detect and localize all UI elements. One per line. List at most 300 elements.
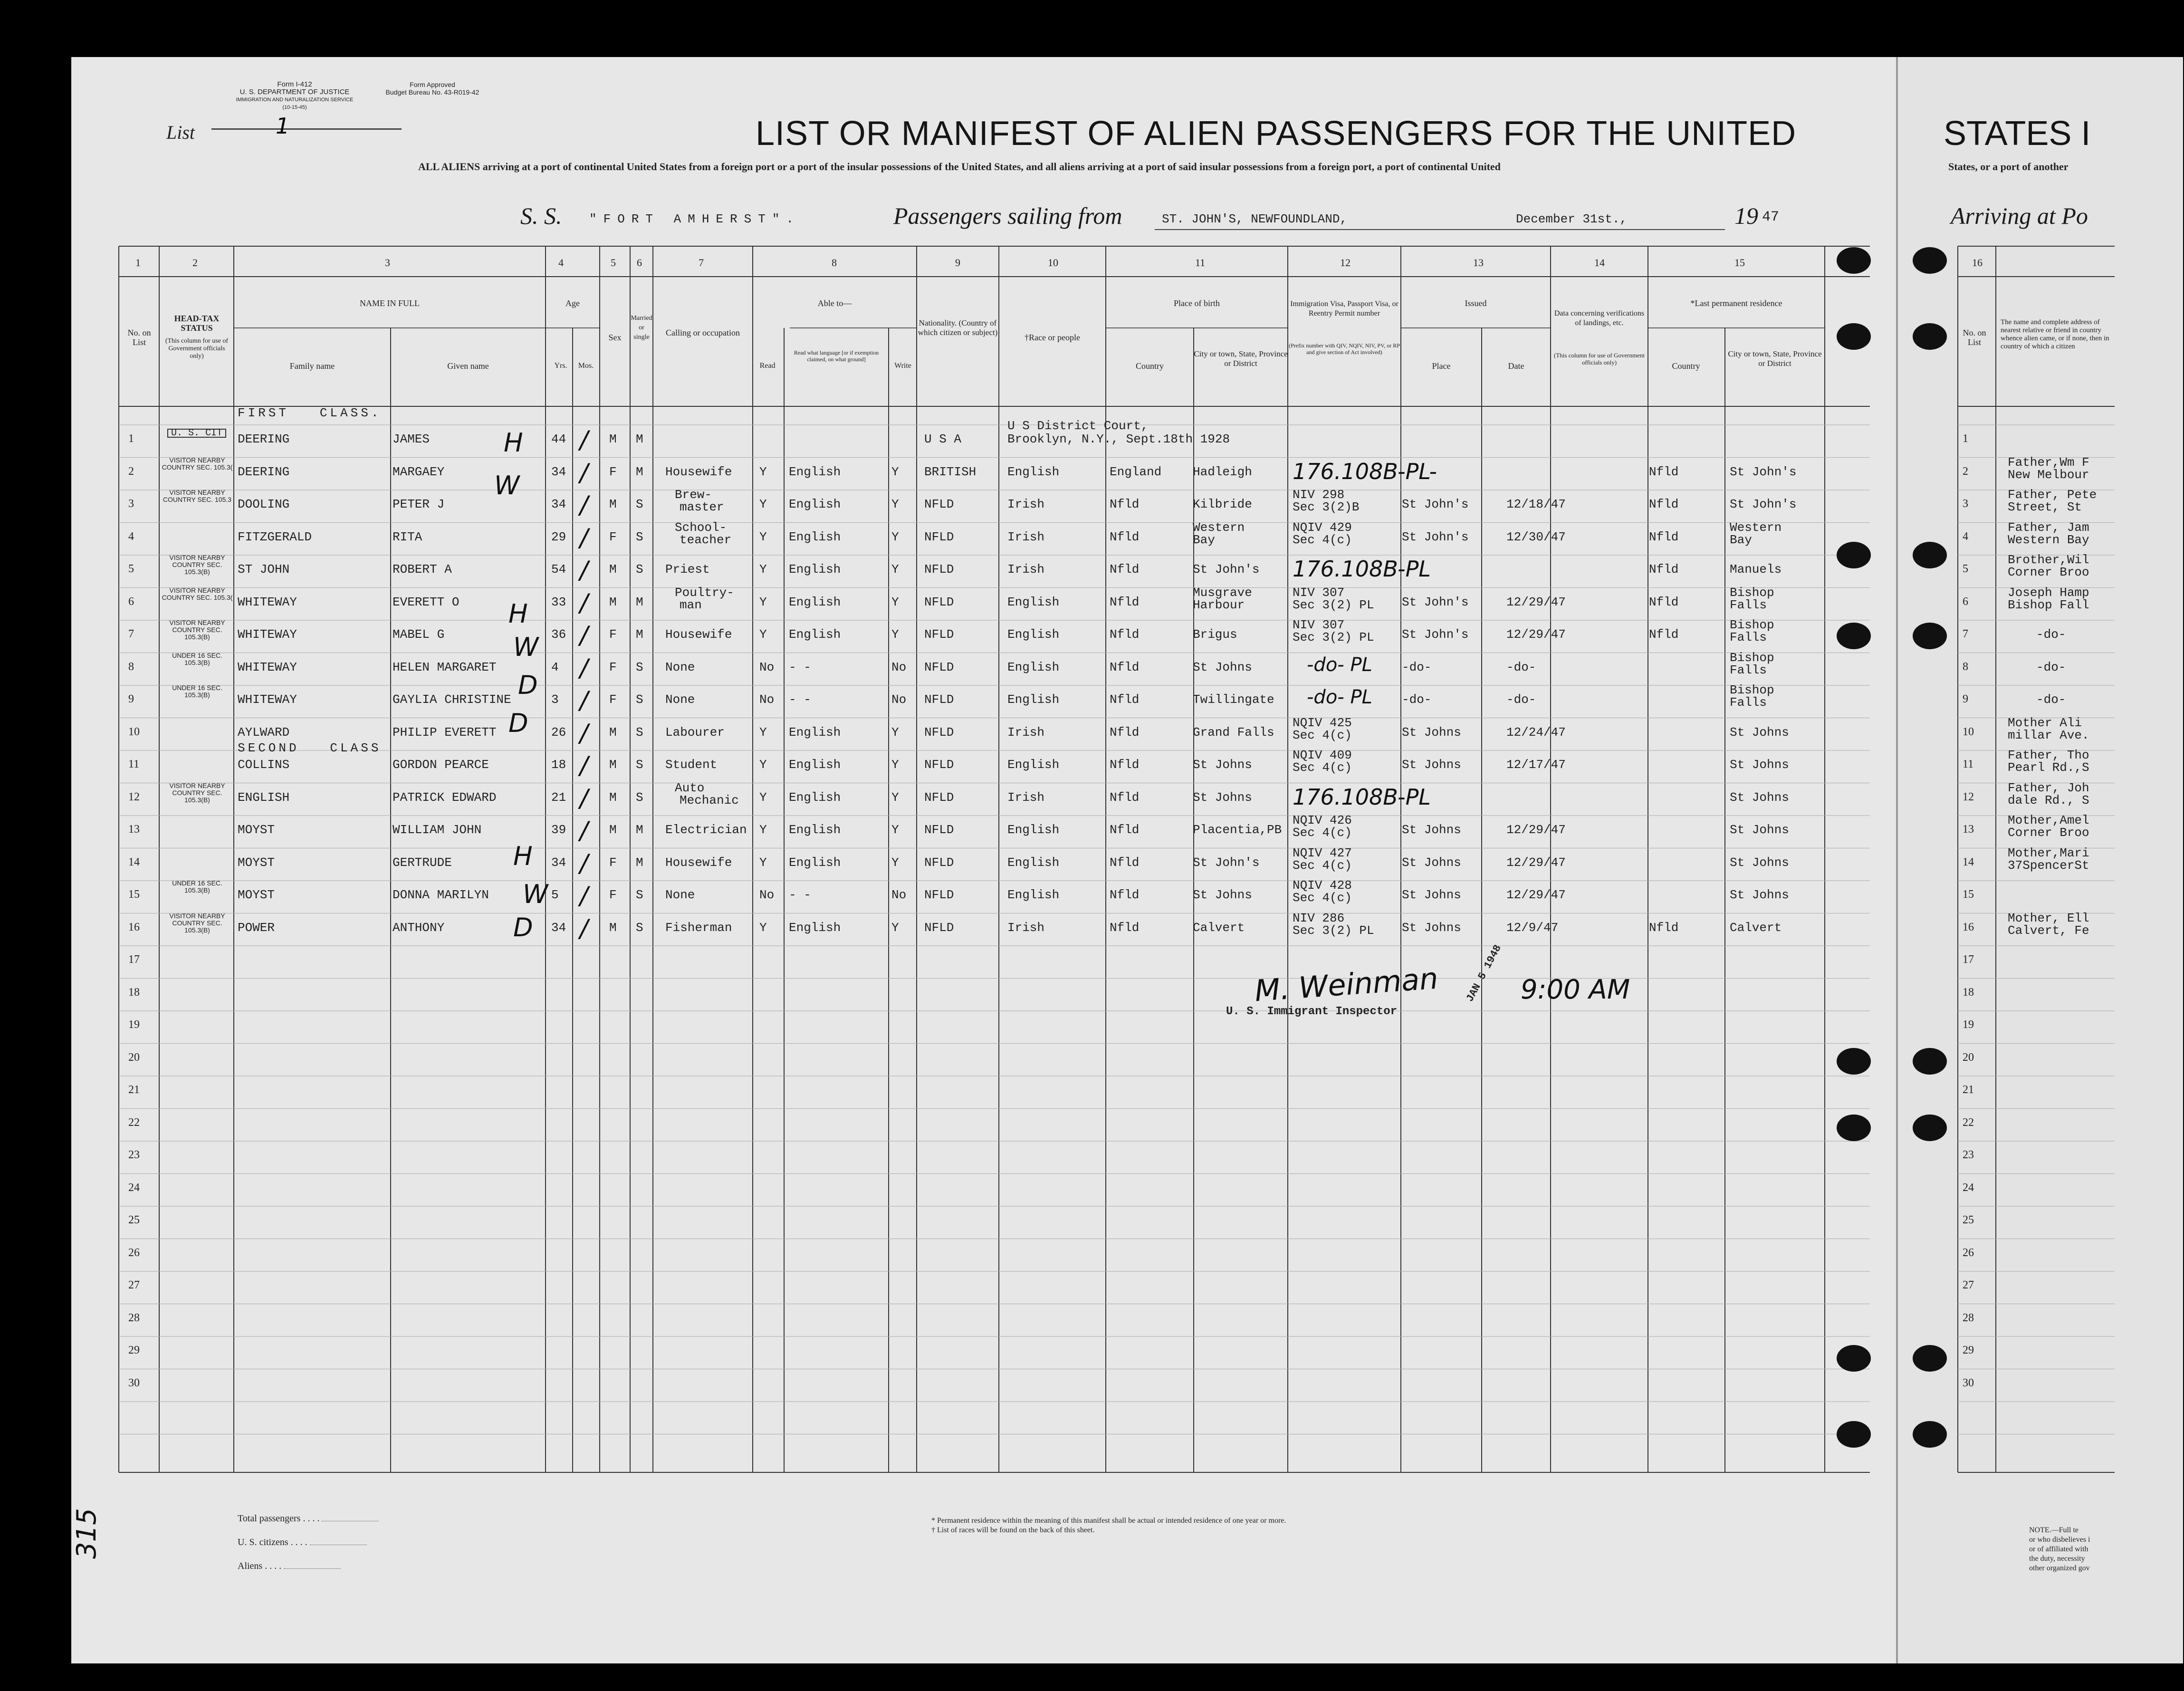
- header-stub-relative: The name and complete address of nearest relative or friend in country whence alien came, or if none, then in country of which a citizen: [2001, 318, 2109, 350]
- row-number: 12: [128, 790, 140, 803]
- issued-place: St Johns: [1402, 758, 1461, 772]
- occupation-line2: teacher: [680, 532, 732, 547]
- occupation-line2: man: [680, 597, 702, 612]
- column-number: 4: [558, 257, 564, 269]
- occupation: Brew-: [675, 488, 712, 502]
- nationality: NFLD: [924, 758, 954, 772]
- birth-country: Nfld: [1110, 758, 1140, 772]
- marital-status: M: [636, 595, 643, 609]
- birth-city: Calvert: [1193, 920, 1245, 935]
- nearest-relative: -do-: [2036, 692, 2066, 707]
- column-number: 16: [1972, 257, 1983, 269]
- age-years: 26: [551, 725, 566, 740]
- punch-hole: [1913, 1345, 1947, 1372]
- birth-city: St John's: [1193, 855, 1260, 870]
- birth-country: Nfld: [1110, 920, 1140, 935]
- punch-hole: [1837, 542, 1871, 568]
- row-number: 22: [128, 1116, 140, 1129]
- visa-section: Sec 4(c): [1293, 760, 1352, 775]
- occupation-line2: Mechanic: [680, 793, 739, 807]
- age-years: 34: [551, 464, 566, 479]
- occupation: None: [665, 888, 695, 902]
- visa-number: NQIV 409: [1293, 748, 1352, 762]
- handwritten-mark-d: D: [508, 708, 528, 738]
- head-tax-status: VISITOR NEARBY COUNTRY SEC. 105.3(: [162, 586, 233, 601]
- header-issued-date: Date: [1508, 361, 1524, 371]
- can-read: Y: [759, 725, 767, 740]
- months-slash-mark: /: [580, 914, 588, 943]
- visa-number: NQIV 427: [1293, 846, 1352, 860]
- months-slash-mark: /: [580, 556, 588, 585]
- visa-section: Sec 3(2)B: [1293, 500, 1360, 514]
- punch-hole: [1913, 247, 1947, 274]
- months-slash-mark: /: [580, 817, 588, 845]
- punch-hole: [1913, 1048, 1947, 1075]
- months-slash-mark: /: [580, 523, 588, 552]
- residence-city-line2: Falls: [1730, 630, 1767, 644]
- punch-hole: [1837, 1115, 1871, 1141]
- handwritten-mark-w: W: [523, 879, 548, 909]
- marital-status: S: [636, 497, 643, 511]
- service: IMMIGRATION AND NATURALIZATION SERVICE: [236, 97, 354, 103]
- header-write: Write: [894, 362, 911, 370]
- can-write: Y: [891, 595, 899, 609]
- stub-row-number: 10: [1963, 725, 1974, 738]
- months-slash-mark: /: [580, 491, 588, 519]
- manifest-subtitle: ALL ALIENS arriving at a port of continental United States from a foreign port or a port of the insular possessions of the United States, and all aliens arriving at a port of said insular possessions from a foreign port, a port of continental United: [418, 161, 1501, 173]
- handwritten-mark-d: D: [518, 670, 538, 700]
- nearest-relative: Mother,Amel: [2008, 813, 2089, 827]
- birth-city: Twillingate: [1193, 692, 1274, 707]
- read-language: English: [789, 497, 841, 511]
- sailing-label: Passengers sailing from: [893, 202, 1122, 229]
- row-number: 15: [128, 888, 140, 901]
- column-number: 3: [385, 257, 390, 269]
- read-language: - -: [789, 888, 811, 902]
- age-years: 44: [551, 432, 566, 446]
- marital-status: M: [636, 464, 643, 479]
- residence-city-line2: Bay: [1730, 532, 1752, 547]
- can-read: Y: [759, 595, 767, 609]
- can-write: No: [891, 660, 907, 674]
- issued-date: -do-: [1506, 660, 1536, 674]
- nationality: NFLD: [924, 888, 954, 902]
- stub-row-number: 23: [1963, 1149, 1974, 1161]
- stub-row-number: 3: [1963, 498, 1968, 510]
- year-prefix: 19: [1734, 202, 1758, 229]
- footer-notes: [931, 1516, 1286, 1535]
- family-name: DEERING: [238, 464, 290, 479]
- header-calling: Calling or occupation: [666, 328, 740, 337]
- residence-country: Nfld: [1649, 595, 1679, 609]
- stub-note-5: other organized gov: [2029, 1564, 2090, 1572]
- sex: F: [609, 692, 617, 707]
- form-number: Form I-412: [277, 80, 312, 88]
- stub-row-number: 21: [1963, 1084, 1974, 1096]
- column-number: 15: [1734, 257, 1745, 269]
- issued-date: 12/29/47: [1506, 823, 1566, 837]
- header-issued: Issued: [1465, 298, 1487, 308]
- nearest-relative: Mother,Mari: [2008, 846, 2089, 860]
- marital-status: S: [636, 790, 643, 805]
- inspection-date-stamp: JAN 5 1948: [1464, 942, 1504, 1004]
- read-language: English: [789, 855, 841, 870]
- row-number: 28: [128, 1311, 140, 1324]
- header-mos: Mos.: [578, 362, 594, 370]
- family-name: DEERING: [238, 432, 290, 446]
- stub-row-number: 28: [1963, 1311, 1974, 1324]
- row-number: 29: [128, 1344, 140, 1356]
- list-label: List: [166, 122, 195, 143]
- inspector-signature: M. Weinman: [1253, 961, 1439, 1009]
- birth-country: Nfld: [1110, 595, 1140, 609]
- punch-hole: [1913, 1115, 1947, 1141]
- race-or-people: English: [1007, 627, 1060, 642]
- row-number: 16: [128, 921, 140, 933]
- family-name: WHITEWAY: [238, 692, 297, 707]
- stub-row-number: 18: [1963, 986, 1974, 999]
- read-language: English: [789, 562, 841, 576]
- age-years: 39: [551, 823, 566, 837]
- sex: F: [609, 660, 617, 674]
- head-tax-status: VISITOR NEARBY COUNTRY SEC. 105.3(B): [169, 781, 225, 804]
- birth-city: Grand Falls: [1193, 725, 1274, 740]
- arriving-label: Arriving at Po: [1951, 202, 2088, 229]
- issued-date: 12/29/47: [1506, 595, 1566, 609]
- header-able-to: Able to—: [817, 298, 852, 308]
- header-stub-no: No. on List: [1963, 328, 1986, 347]
- birth-country: England: [1110, 464, 1162, 479]
- head-tax-status: VISITOR NEARBY COUNTRY SEC. 105.3(B): [169, 912, 225, 934]
- age-years: 36: [551, 627, 566, 642]
- nationality: NFLD: [924, 497, 954, 511]
- family-name: WHITEWAY: [238, 595, 297, 609]
- read-language: English: [789, 758, 841, 772]
- row-number: 27: [128, 1279, 140, 1291]
- stub-row-number: 30: [1963, 1376, 1974, 1389]
- nearest-relative: Joseph Hamp: [2008, 585, 2089, 600]
- manifest-subtitle-continued: States, or a port of another: [1948, 161, 2069, 173]
- header-birth-country: Country: [1135, 361, 1164, 371]
- race-or-people: Irish: [1007, 920, 1045, 935]
- column-number: 12: [1340, 257, 1351, 269]
- issued-place: St Johns: [1402, 855, 1461, 870]
- residence-city: St Johns: [1730, 790, 1789, 805]
- visa-section: Sec 4(c): [1293, 826, 1352, 840]
- marital-status: M: [636, 432, 643, 446]
- issued-date: 12/18/47: [1506, 497, 1566, 511]
- race-or-people: English: [1007, 888, 1060, 902]
- birth-country: Nfld: [1110, 888, 1140, 902]
- birth-city: St Johns: [1193, 660, 1252, 674]
- edition: (10-15-45): [282, 105, 307, 110]
- residence-city: St Johns: [1730, 888, 1789, 902]
- sex: M: [609, 920, 617, 935]
- residence-city-line2: Falls: [1730, 663, 1767, 677]
- given-name: PETER J: [393, 497, 445, 511]
- punch-hole: [1913, 1421, 1947, 1448]
- occupation: School-: [675, 520, 727, 535]
- row-number: 26: [128, 1246, 140, 1259]
- stub-row-number: 4: [1963, 530, 1968, 543]
- race-or-people: English: [1007, 758, 1060, 772]
- inspection-time: 9:00 AM: [1521, 974, 1630, 1005]
- stub-row-number: 11: [1963, 758, 1974, 770]
- nearest-relative: Father,Wm F: [2008, 455, 2089, 470]
- visa-section: Sec 4(c): [1293, 728, 1352, 742]
- row-number: 5: [128, 563, 134, 575]
- first-class-label: FIRST CLASS.: [238, 406, 382, 420]
- head-tax-status: UNDER 16 SEC. 105.3(B): [172, 651, 222, 666]
- stub-row-number: 6: [1963, 595, 1968, 608]
- can-read: Y: [759, 790, 767, 805]
- punch-hole: [1837, 323, 1871, 350]
- occupation: None: [665, 660, 695, 674]
- punch-hole: [1913, 623, 1947, 649]
- nationality: NFLD: [924, 725, 954, 740]
- issued-date: 12/9/47: [1506, 920, 1559, 935]
- row-number: 7: [128, 628, 134, 640]
- nearest-relative: Father, Pete: [2008, 488, 2097, 502]
- months-slash-mark: /: [580, 621, 588, 650]
- race-or-people-line2: Brooklyn, N.Y., Sept.18th 1928: [1007, 432, 1230, 446]
- age-years: 5: [551, 888, 559, 902]
- occupation: Housewife: [665, 627, 732, 642]
- given-name: WILLIAM JOHN: [393, 823, 482, 837]
- handwritten-mark-w: W: [513, 632, 539, 662]
- handwritten-mark-d: D: [513, 913, 533, 942]
- residence-city-line2: Falls: [1730, 695, 1767, 710]
- header-visa-note: (Prefix number with QIV, NQIV, NIV, PV, or RP and give section of Act involved): [1289, 342, 1400, 355]
- budget-number: Budget Bureau No. 43-R019-42: [385, 88, 479, 96]
- row-number: 21: [128, 1084, 140, 1096]
- residence-city: Bishop: [1730, 650, 1774, 665]
- can-write: Y: [891, 627, 899, 642]
- can-write: Y: [891, 758, 899, 772]
- stub-row-number: 7: [1963, 628, 1968, 640]
- months-slash-mark: /: [580, 849, 588, 878]
- row-number: 19: [128, 1018, 140, 1031]
- occupation: Student: [665, 758, 718, 772]
- page-mark: 315: [71, 1508, 102, 1559]
- birth-city: Western: [1193, 520, 1245, 535]
- department: U. S. DEPARTMENT OF JUSTICE: [239, 88, 350, 96]
- race-or-people: English: [1007, 855, 1060, 870]
- sex: M: [609, 497, 617, 511]
- age-years: 4: [551, 660, 559, 674]
- marital-status: M: [636, 823, 643, 837]
- marital-status: S: [636, 529, 643, 544]
- header-last-residence: *Last permanent residence: [1690, 298, 1782, 308]
- residence-city: St Johns: [1730, 823, 1789, 837]
- visa-number: NQIV 428: [1293, 878, 1352, 893]
- age-years: 34: [551, 855, 566, 870]
- header-verifications: Data concerning verifications of landings, etc.: [1554, 309, 1645, 327]
- row-number: 25: [128, 1214, 140, 1226]
- can-write: Y: [891, 497, 899, 511]
- issued-date: 12/17/47: [1506, 758, 1566, 772]
- column-number: 7: [699, 257, 704, 269]
- birth-country: Nfld: [1110, 823, 1140, 837]
- residence-country: Nfld: [1649, 920, 1679, 935]
- residence-city: St John's: [1730, 497, 1797, 511]
- head-tax-status: UNDER 16 SEC. 105.3(B): [172, 684, 222, 699]
- manifest-title-continued: STATES I: [1944, 115, 2091, 153]
- family-name: COLLINS: [238, 758, 290, 772]
- sex: F: [609, 464, 617, 479]
- row-number: 17: [128, 953, 140, 966]
- read-language: English: [789, 920, 841, 935]
- birth-country: Nfld: [1110, 627, 1140, 642]
- age-years: 34: [551, 497, 566, 511]
- stub-row-number: 29: [1963, 1344, 1974, 1356]
- us-citizens-label: U. S. citizens: [238, 1537, 288, 1547]
- sex: F: [609, 855, 617, 870]
- row-number: 14: [128, 855, 140, 868]
- nationality: NFLD: [924, 660, 954, 674]
- race-or-people: English: [1007, 464, 1060, 479]
- issued-place: St Johns: [1402, 920, 1461, 935]
- visa-number: 176.108B-PL: [1293, 556, 1431, 582]
- footer-totals: Total passengers . . . . U. S. citizens . . . . Aliens . . . .: [238, 1507, 379, 1578]
- read-language: English: [789, 595, 841, 609]
- departure-date: December 31st.,: [1516, 212, 1628, 226]
- header-verifications-note: (This column for use of Government officials only): [1554, 352, 1645, 366]
- handwritten-mark-w: W: [494, 471, 520, 500]
- residence-city: Bishop: [1730, 618, 1774, 632]
- can-write: Y: [891, 529, 899, 544]
- family-name: POWER: [238, 920, 275, 935]
- marital-status: S: [636, 660, 643, 674]
- birth-city: Kilbride: [1193, 497, 1252, 511]
- occupation-line2: master: [680, 500, 724, 514]
- residence-city: Calvert: [1730, 920, 1782, 935]
- months-slash-mark: /: [580, 751, 588, 780]
- residence-city: St Johns: [1730, 758, 1789, 772]
- can-read: No: [759, 660, 775, 674]
- stub-row-number: 9: [1963, 693, 1968, 705]
- occupation: Fisherman: [665, 920, 732, 935]
- race-or-people: Irish: [1007, 497, 1045, 511]
- nearest-relative-line2: millar Ave.: [2008, 728, 2089, 742]
- race-or-people: English: [1007, 823, 1060, 837]
- race-or-people: Irish: [1007, 562, 1045, 576]
- given-name: DONNA MARILYN: [393, 888, 489, 902]
- months-slash-mark: /: [580, 426, 588, 454]
- birth-city: Placentia,PB: [1193, 823, 1282, 837]
- stub-row-number: 15: [1963, 888, 1974, 901]
- months-slash-mark: /: [580, 588, 588, 617]
- stub-row-number: 16: [1963, 921, 1974, 933]
- visa-section: Sec 4(c): [1293, 858, 1352, 873]
- second-class-label: SECOND CLASS: [238, 741, 382, 755]
- can-write: Y: [891, 725, 899, 740]
- issued-place: St Johns: [1402, 823, 1461, 837]
- marital-status: S: [636, 920, 643, 935]
- sex: M: [609, 432, 617, 446]
- row-number: 30: [128, 1376, 140, 1389]
- stub-row-number: 27: [1963, 1279, 1974, 1291]
- handwritten-mark-h: H: [504, 428, 523, 458]
- birth-city: St Johns: [1193, 888, 1252, 902]
- ss-label: S. S.: [520, 202, 562, 229]
- stub-row-number: 24: [1963, 1181, 1974, 1194]
- marital-status: S: [636, 725, 643, 740]
- issued-date: -do-: [1506, 692, 1536, 707]
- given-name: GERTRUDE: [393, 855, 452, 870]
- nearest-relative-line2: dale Rd., S: [2008, 793, 2089, 807]
- residence-city: Manuels: [1730, 562, 1782, 576]
- stub-row-number: 17: [1963, 953, 1974, 966]
- nearest-relative-line2: Pearl Rd.,S: [2008, 760, 2089, 775]
- can-write: Y: [891, 855, 899, 870]
- nearest-relative: Mother, Ell: [2008, 911, 2089, 925]
- birth-country: Nfld: [1110, 562, 1140, 576]
- marital-status: M: [636, 627, 643, 642]
- residence-city: Bishop: [1730, 683, 1774, 697]
- punch-hole: [1837, 247, 1871, 274]
- can-read: No: [759, 888, 775, 902]
- read-language: English: [789, 464, 841, 479]
- nationality: NFLD: [924, 920, 954, 935]
- given-name: MABEL G: [393, 627, 445, 642]
- issued-date: 12/30/47: [1506, 529, 1566, 544]
- residence-city-line2: Falls: [1730, 597, 1767, 612]
- can-read: Y: [759, 855, 767, 870]
- stub-row-number: 25: [1963, 1214, 1974, 1226]
- nationality: NFLD: [924, 790, 954, 805]
- birth-country: Nfld: [1110, 855, 1140, 870]
- sex: M: [609, 823, 617, 837]
- nationality: U S A: [924, 432, 962, 446]
- header-race: †Race or people: [1025, 333, 1080, 342]
- nearest-relative: Father, Joh: [2008, 780, 2089, 795]
- stub-row-number: 1: [1963, 432, 1968, 445]
- birth-city: St Johns: [1193, 790, 1252, 805]
- header-birth-city: City or town, State, Province or District: [1194, 349, 1288, 368]
- nearest-relative-line2: Calvert, Fe: [2008, 923, 2089, 938]
- can-read: Y: [759, 920, 767, 935]
- header-head-tax: HEAD-TAX STATUS: [174, 314, 220, 333]
- birth-country: Nfld: [1110, 692, 1140, 707]
- family-name: WHITEWAY: [238, 660, 297, 674]
- nearest-relative: Brother,Wil: [2008, 553, 2089, 567]
- issued-place: St Johns: [1402, 725, 1461, 740]
- row-number: 18: [128, 986, 140, 999]
- can-write: No: [891, 692, 907, 707]
- read-language: English: [789, 529, 841, 544]
- visa-number: NIV 286: [1293, 911, 1345, 925]
- race-or-people: Irish: [1007, 725, 1045, 740]
- stub-row-number: 14: [1963, 855, 1974, 868]
- visa-section: Sec 3(2) PL: [1293, 630, 1374, 644]
- visa-number: NQIV 425: [1293, 715, 1352, 730]
- stub-row-number: 13: [1963, 823, 1974, 836]
- sex: F: [609, 888, 617, 902]
- visa-number: NQIV 426: [1293, 813, 1352, 827]
- issued-place: St Johns: [1402, 888, 1461, 902]
- visa-section: Sec 3(2) PL: [1293, 597, 1374, 612]
- birth-country: Nfld: [1110, 660, 1140, 674]
- nearest-relative-line2: Street, St: [2008, 500, 2082, 514]
- visa-number: NIV 298: [1293, 488, 1345, 502]
- given-name: HELEN MARGARET: [393, 660, 497, 674]
- visa-number: -do- PL: [1307, 653, 1372, 676]
- punch-hole: [1913, 323, 1947, 350]
- months-slash-mark: /: [580, 458, 588, 487]
- visa-number: 176.108B-PL-: [1293, 458, 1437, 484]
- marital-status: S: [636, 888, 643, 902]
